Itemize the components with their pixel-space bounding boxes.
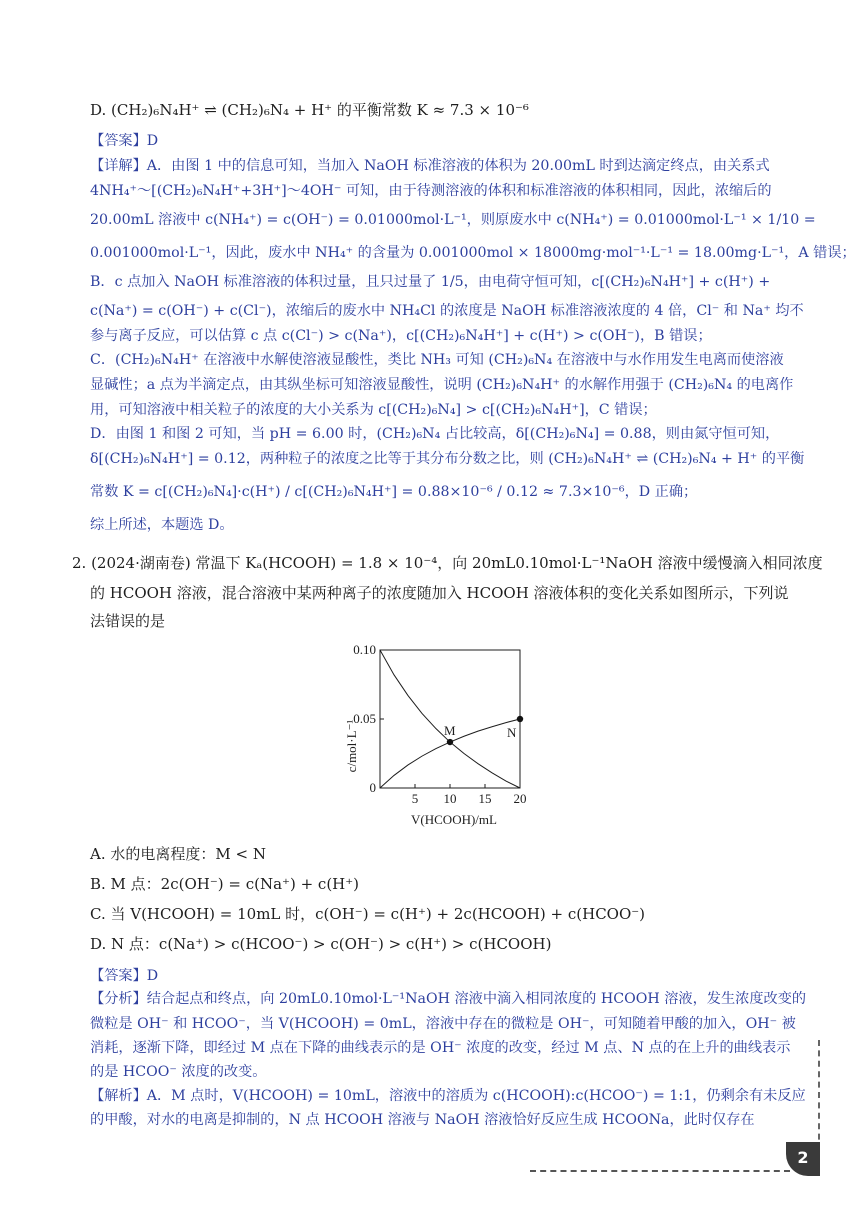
point-N [517, 716, 523, 722]
plot-border [380, 650, 520, 788]
analysis-line: 的是 HCOO⁻ 浓度的改变。 [90, 1064, 267, 1080]
option-d: D. N 点：c(Na⁺) > c(HCOO⁻) > c(OH⁻) > c(H⁺) > c(HCOOH) [90, 935, 552, 953]
footer-divider [530, 1170, 790, 1172]
x-tick-label: 10 [443, 791, 457, 806]
explanation-line: 【详解】A．由图 1 中的信息可知，当加入 NaOH 标准溶液的体积为 20.00mL 时到达滴定终点，由关系式 [90, 158, 770, 174]
explanation-line: 常数 K = c[(CH₂)₆N₄]·c(H⁺) / c[(CH₂)₆N₄H⁺] = 0.88×10⁻⁶ / 0.12 ≈ 7.3×10⁻⁶，D 正确； [90, 484, 698, 500]
analysis-line: 消耗，逐渐下降，即经过 M 点在下降的曲线表示的是 OH⁻ 浓度的改变，经过 M 点、N 点的在上升的曲线表示 [90, 1040, 791, 1056]
y-tick-label: 0.05 [353, 711, 376, 726]
side-divider [818, 1040, 820, 1150]
concentration-chart [330, 638, 550, 830]
y-tick-label: 0 [369, 780, 376, 795]
explanation-line: 综上所述，本题选 D。 [90, 517, 234, 533]
prev-answer: 【答案】D [90, 133, 159, 149]
explanation-line: 0.001000mol·L⁻¹，因此，废水中 NH₄⁺ 的含量为 0.001000mol × 18000mg·mol⁻¹·L⁻¹ = 18.00mg·L⁻¹，A 错误； [90, 245, 856, 261]
x-tick-label: 20 [513, 791, 527, 806]
explanation-line: c(Na⁺) = c(OH⁻) + c(Cl⁻)，浓缩后的废水中 NH₄Cl 的浓度是 NaOH 标准溶液浓度的 4 倍，Cl⁻ 和 Na⁺ 均不 [90, 303, 804, 319]
q2-answer: 【答案】D [90, 968, 159, 984]
explanation-line: 参与离子反应，可以估算 c 点 c(Cl⁻) > c(Na⁺)，c[(CH₂)₆N₄H⁺] + c(H⁺) > c(OH⁻)，B 错误； [90, 328, 712, 344]
analysis-line: 【解析】A．M 点时，V(HCOOH) = 10mL，溶液中的溶质为 c(HCOOH):c(HCOO⁻) = 1:1，仍剩余有未反应 [90, 1088, 806, 1104]
explanation-line: B．c 点加入 NaOH 标准溶液的体积过量，且只过量了 1/5，由电荷守恒可知，c[(CH₂)₆N₄H⁺] + c(H⁺) + [90, 274, 771, 290]
x-axis-label: V(HCOOH)/mL [411, 812, 497, 827]
option-b: B. M 点：2c(OH⁻) = c(Na⁺) + c(H⁺) [90, 875, 360, 893]
explanation-line: C．(CH₂)₆N₄H⁺ 在溶液中水解使溶液显酸性，类比 NH₃ 可知 (CH₂)₆N₄ 在溶液中与水作用发生电离而使溶液 [90, 352, 784, 368]
marked-points [444, 716, 523, 745]
series-line-1 [380, 650, 520, 788]
explanation-line: 4NH₄⁺～[(CH₂)₆N₄H⁺+3H⁺]～4OH⁻ 可知，由于待测溶液的体积和标准溶液的体积相同，因此，浓缩后的 [90, 183, 772, 199]
plot-frame [380, 650, 520, 788]
analysis-line: 的甲酸，对水的电离是抑制的，N 点 HCOOH 溶液与 NaOH 溶液恰好反应生成 HCOONa，此时仅存在 [90, 1112, 755, 1128]
point-M [447, 739, 453, 745]
option-a: A. 水的电离程度：M < N [90, 845, 266, 863]
explanation-line: 显碱性；a 点为半滴定点，由其纵坐标可知溶液显酸性，说明 (CH₂)₆N₄H⁺ 的水解作用强于 (CH₂)₆N₄ 的电离作 [90, 377, 794, 393]
x-tick-label: 15 [478, 791, 492, 806]
prev-option-d: D. (CH₂)₆N₄H⁺ ⇌ (CH₂)₆N₄ + H⁺ 的平衡常数 K ≈ 7.3 × 10⁻⁶ [90, 101, 529, 119]
page-number-badge: 2 [786, 1142, 820, 1176]
y-axis-label: c/mol·L⁻¹ [344, 719, 359, 773]
analysis-line: 微粒是 OH⁻ 和 HCOO⁻，当 V(HCOOH) = 0mL，溶液中存在的微粒是 OH⁻，可知随着甲酸的加入，OH⁻ 被 [90, 1016, 796, 1032]
explanation-line: 20.00mL 溶液中 c(NH₄⁺) = c(OH⁻) = 0.01000mol·L⁻¹，则原废水中 c(NH₄⁺) = 0.01000mol·L⁻¹ × 1/10 = [90, 212, 816, 228]
explanation-line: δ[(CH₂)₆N₄H⁺] = 0.12，两种粒子的浓度之比等于其分布分数之比，则 (CH₂)₆N₄H⁺ ⇌ (CH₂)₆N₄ + H⁺ 的平衡 [90, 451, 805, 467]
y-tick-label: 0.10 [353, 642, 376, 657]
point-label-N: N [507, 725, 517, 740]
stem-line: 法错误的是 [90, 612, 166, 630]
explanation-line: 用，可知溶液中相关粒子的浓度的大小关系为 c[(CH₂)₆N₄] > c[(CH₂)₆N₄H⁺]，C 错误； [90, 402, 657, 418]
x-tick-label: 5 [411, 791, 419, 806]
option-c: C. 当 V(HCOOH) = 10mL 时，c(OH⁻) = c(H⁺) + 2c(HCOOH) + c(HCOO⁻) [90, 905, 646, 923]
analysis-line: 【分析】结合起点和终点，向 20mL0.10mol·L⁻¹NaOH 溶液中滴入相同浓度的 HCOOH 溶液，发生浓度改变的 [90, 991, 807, 1007]
stem-line: 2. (2024·湖南卷) 常温下 Kₐ(HCOOH) = 1.8 × 10⁻⁴，向 20mL0.10mol·L⁻¹NaOH 溶液中缓慢滴入相同浓度 [72, 554, 823, 572]
point-label-M: M [444, 723, 456, 739]
explanation-line: D．由图 1 和图 2 可知，当 pH = 6.00 时，(CH₂)₆N₄ 占比较高，δ[(CH₂)₆N₄] = 0.88，则由氮守恒可知， [90, 426, 780, 442]
stem-line: 的 HCOOH 溶液，混合溶液中某两种离子的浓度随加入 HCOOH 溶液体积的变化关系如图所示，下列说 [90, 584, 789, 602]
curves [380, 650, 520, 788]
